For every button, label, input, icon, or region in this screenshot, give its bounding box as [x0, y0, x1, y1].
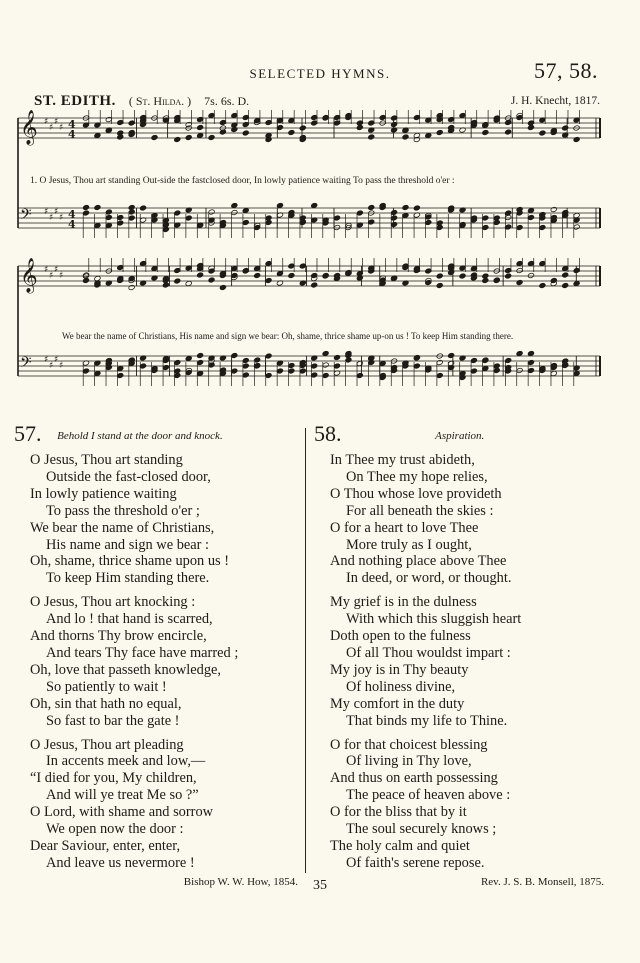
sharp-icon: ♯: [49, 271, 54, 281]
note-head: [276, 203, 283, 209]
stanza-line: O Jesus, Thou art knocking :: [30, 594, 196, 611]
stanza-line: In Thee my trust abideth,: [330, 452, 475, 468]
stanza-line: My comfort in the duty: [330, 695, 465, 712]
note-head: [185, 356, 192, 362]
note-head: [219, 285, 226, 291]
note-head: [208, 135, 215, 141]
stanza-line: O for the bliss that by it: [330, 804, 467, 821]
stanza: [14, 452, 298, 587]
note-head: [185, 281, 192, 287]
stanza-line: In deed, or word, or thought.: [346, 570, 512, 587]
hymn-author: Rev. J. S. B. Monsell, 1875.: [480, 875, 604, 888]
page-folio: 35: [313, 878, 327, 893]
stanza-line: Of living in Thy love,: [346, 753, 472, 770]
stanza-line: O Jesus, Thou art standing: [30, 452, 183, 468]
tune-meter: 7s. 6s. D.: [204, 94, 250, 108]
note-head: [436, 273, 443, 279]
note-head: [539, 130, 546, 136]
stanza-line: And lo ! that hand is scarred,: [46, 611, 213, 628]
note-head: [550, 207, 557, 213]
sharp-icon: ♯: [49, 123, 54, 133]
note-head: [425, 133, 432, 139]
stanza-line: And thus on earth possessing: [330, 770, 498, 787]
stanza-line: His name and sign we bear :: [46, 536, 210, 553]
note-head: [288, 273, 295, 279]
note-head: [197, 353, 204, 359]
stanza-line: With which this sluggish heart: [346, 611, 522, 628]
stanza-line: My grief is in the dulness: [330, 594, 477, 611]
note-head: [311, 282, 318, 288]
sharp-icon: ♯: [44, 265, 49, 275]
hymn-stanzas: [14, 452, 298, 872]
stanza-line: Of holiness divine,: [346, 678, 456, 695]
hymn-58: [314, 423, 604, 891]
note-head: [311, 203, 318, 209]
time-signature: 4: [68, 218, 76, 231]
stanza-line: The holy calm and quiet: [330, 837, 470, 854]
note-head: [242, 208, 249, 214]
note-head: [573, 281, 580, 287]
sharp-icon: ♯: [59, 271, 64, 281]
stanza-line: So patiently to wait !: [46, 678, 167, 695]
note-head: [322, 273, 329, 279]
stanza-line: More truly as I ought,: [346, 536, 472, 553]
stanza-line: We bear the name of Christians,: [30, 519, 215, 536]
stanza-line: Of all Thou wouldst impart :: [346, 644, 511, 661]
note-head: [174, 137, 181, 143]
music-score: [0, 0, 640, 410]
stanza-line: O Thou whose love provideth: [330, 485, 502, 502]
note-head: [82, 205, 89, 211]
stanza-line: On Thee my hope relies,: [346, 468, 488, 485]
stanza-line: And nothing place above Thee: [330, 553, 507, 570]
note-head: [562, 272, 569, 278]
tune-alt-name: ( St. Hilda. ): [128, 94, 192, 108]
stanza-line: Oh, love that passeth knowledge,: [30, 661, 222, 678]
note-head: [459, 273, 466, 279]
note-head: [505, 129, 512, 135]
stanza-line: Oh, shame, thrice shame upon us !: [30, 553, 230, 570]
time-signature: 4: [68, 118, 76, 131]
stanza-line: To keep Him standing there.: [46, 570, 210, 587]
time-signature: 4: [68, 128, 76, 141]
stanza: [314, 737, 604, 872]
note-head: [299, 125, 306, 131]
sharp-icon: ♯: [44, 117, 49, 127]
hymn-number: 57.: [14, 421, 42, 446]
stanza-line: And tears Thy face have marred ;: [46, 644, 239, 661]
note-head: [231, 353, 238, 359]
note-head: [436, 130, 443, 136]
sharp-icon: ♯: [59, 123, 64, 133]
note-head: [368, 205, 375, 211]
note-head: [527, 125, 534, 131]
sharp-icon: ♯: [49, 213, 54, 223]
stanza-line: In accents meek and low,—: [46, 753, 206, 770]
sharp-icon: ♯: [59, 361, 64, 371]
note-head: [162, 282, 169, 288]
note-head: [140, 205, 147, 211]
note-head: [322, 351, 329, 357]
stanza-line: For all beneath the skies :: [346, 502, 494, 519]
note-head: [482, 278, 489, 284]
note-head: [174, 278, 181, 284]
bass-clef-icon: 𝄢: [20, 206, 32, 227]
note-head: [197, 272, 204, 278]
note-head: [413, 205, 420, 211]
note-head: [402, 205, 409, 211]
sharp-icon: ♯: [49, 361, 54, 371]
note-head: [527, 273, 534, 279]
note-head: [562, 125, 569, 131]
note-head: [288, 130, 295, 136]
stanza-line: “I died for you, My children,: [30, 770, 197, 787]
sharp-icon: ♯: [54, 355, 59, 365]
note-head: [94, 133, 101, 139]
stanza-line: O for a heart to love Thee: [330, 519, 479, 536]
time-signature: 4: [68, 208, 76, 221]
hymn-author: Bishop W. W. How, 1854.: [183, 875, 298, 888]
note-head: [425, 280, 432, 286]
note-head: [82, 278, 89, 284]
sharp-icon: ♯: [54, 265, 59, 275]
note-head: [448, 353, 455, 359]
stanza: [14, 594, 298, 729]
stanza-line: Of faith's serene repose.: [346, 854, 485, 871]
sharp-icon: ♯: [44, 355, 49, 365]
note-head: [197, 125, 204, 131]
stanza-line: Outside the fast-closed door,: [46, 468, 211, 485]
bass-clef-icon: 𝄢: [20, 354, 32, 375]
stanza-line: Oh, sin that hath no equal,: [30, 695, 182, 712]
hymn-title: Behold I stand at the door and knock.: [57, 430, 223, 442]
stanza-line: To pass the threshold o'er ;: [46, 502, 200, 519]
stanza-line: And thorns Thy brow encircle,: [30, 628, 207, 645]
note-head: [573, 137, 580, 143]
treble-clef-icon: 𝄞: [20, 258, 38, 293]
note-head: [527, 208, 534, 214]
stanza-line: That binds my life to Thine.: [346, 712, 508, 729]
hymn-stanzas: [314, 452, 604, 872]
stanza-line: So fast to bar the gate !: [46, 712, 180, 729]
note-head: [493, 277, 500, 283]
note-head: [516, 351, 523, 357]
note-head: [527, 351, 534, 357]
stanza-line: The soul securely knows ;: [346, 821, 497, 838]
page-numbers: 57, 58.: [534, 58, 598, 83]
note-head: [254, 273, 261, 279]
hymn-title: Aspiration.: [435, 430, 485, 442]
note-head: [265, 278, 272, 284]
hymn-number: 58.: [314, 421, 342, 446]
sharp-icon: ♯: [59, 213, 64, 223]
note-head: [562, 283, 569, 289]
note-head: [402, 134, 409, 140]
note-head: [242, 130, 249, 136]
stanza-line: And leave us nevermore !: [46, 854, 195, 871]
note-head: [197, 133, 204, 139]
sharp-icon: ♯: [54, 117, 59, 127]
note-head: [128, 285, 135, 291]
stanza-line: In lowly patience waiting: [30, 485, 177, 502]
stanza: [14, 737, 298, 872]
hymn-57: [14, 423, 298, 891]
note-head: [208, 277, 215, 283]
tune-name: ST. EDITH.: [34, 93, 116, 109]
hymn-heading: [314, 423, 604, 445]
stanza-line: My joy is in Thy beauty: [330, 661, 469, 678]
note-head: [505, 273, 512, 279]
note-head: [539, 283, 546, 289]
stanza-line: O for that choicest blessing: [330, 736, 488, 753]
stanza-line: The peace of heaven above :: [346, 787, 511, 804]
note-head: [333, 355, 340, 361]
note-head: [356, 125, 363, 131]
sharp-icon: ♯: [44, 207, 49, 217]
stanza-line: O Lord, with shame and sorrow: [30, 804, 214, 821]
note-head: [231, 127, 238, 133]
note-head: [368, 134, 375, 140]
note-head: [436, 283, 443, 289]
stanza-line: Doth open to the fulness: [330, 628, 471, 645]
stanza: [314, 594, 604, 729]
tune-composer: J. H. Knecht, 1817.: [510, 95, 600, 107]
note-head: [94, 205, 101, 211]
note-head: [516, 280, 523, 286]
stanza: [314, 452, 604, 587]
score-lyric-line-1: 1. O Jesus, Thou art standing Out-side the fastclosed door, In lowly patience waiting To pass the threshold o'er :: [30, 176, 455, 186]
running-title: SELECTED HYMNS.: [249, 66, 391, 81]
note-head: [482, 130, 489, 136]
score-lyric-line-2: We bear the name of Christians, His name and sign we bear: Oh, shame, thrice shame up-on us ! To keep Him standing there.: [62, 331, 514, 341]
column-divider: [305, 428, 306, 873]
treble-clef-icon: 𝄞: [20, 110, 38, 145]
note-head: [265, 353, 272, 359]
stanza-line: And will ye treat Me so ?”: [46, 787, 199, 804]
stanza-line: We open now the door :: [46, 821, 184, 838]
note-head: [151, 135, 158, 141]
note-head: [185, 135, 192, 141]
sharp-icon: ♯: [54, 207, 59, 217]
stanza-line: O Jesus, Thou art pleading: [30, 736, 184, 753]
hymn-heading: [14, 423, 298, 445]
note-head: [231, 203, 238, 209]
stanza-line: Dear Saviour, enter, enter,: [30, 837, 181, 854]
